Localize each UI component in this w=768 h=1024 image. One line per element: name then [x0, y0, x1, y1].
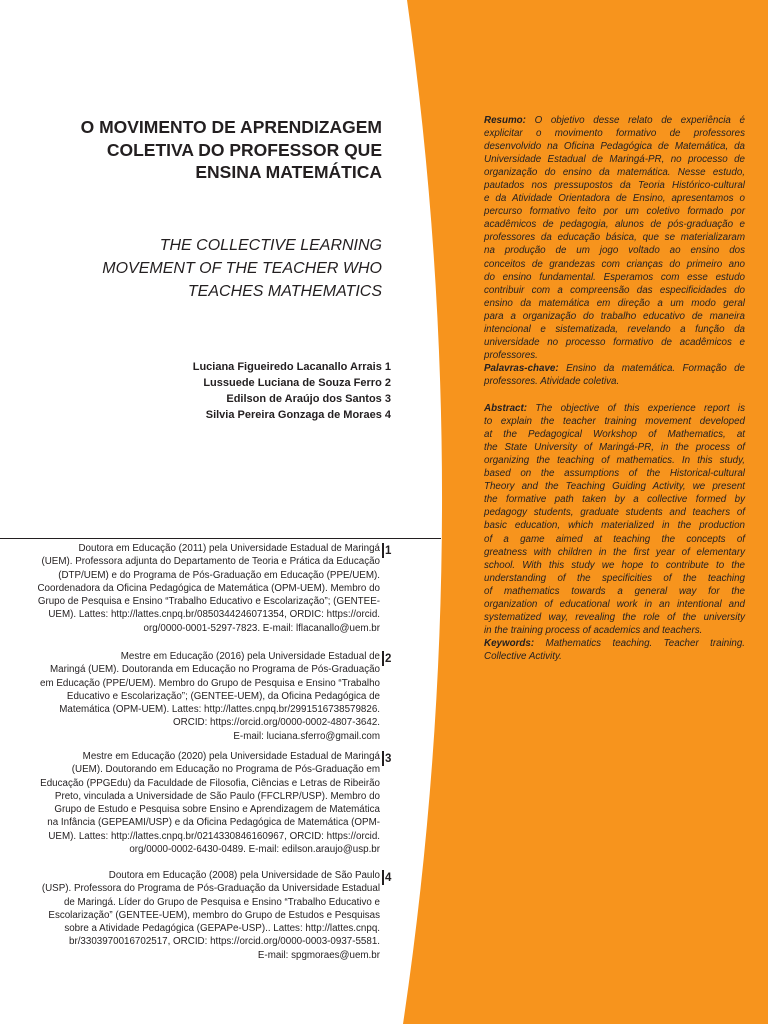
keywords-text: Collective Activity.	[484, 651, 562, 663]
author-list	[51, 359, 391, 423]
author-line	[51, 391, 391, 407]
resumo-text: ensino da matemática em direção a um modo geral	[484, 297, 745, 309]
abstract-line	[484, 454, 745, 467]
resumo-text: percurso formativo feito por um coletivo formado por	[484, 206, 745, 218]
author-note-number: 3	[384, 393, 391, 405]
footnote-text: Mestre em Educação (2020) pela Universidade Estadual de Maringá (UEM). Doutorando em Educação no Programa de Pós-Graduação em Educação (PPGEdu) da Faculdade de Filosofia, Ciências e Letras de Ribeirão Preto, vinculada a Universidade de São Paulo (FFCLRP/USP). Membro do Grupo de Estudo e Pesquisa sobre Ensino e Aprendizagem de Matemática na Infância (GEPEAMI/USP) e da Oficina Pedagógica de Matemática (OPM- UEM). Lattes: http://lattes.cnpq.br/0214330846160967, ORCID: https://orcid. org/0000-0002-6430-0489. E-mail: edilson.araujo@usp.br	[40, 751, 380, 856]
footnote-text: Doutora em Educação (2008) pela Universidade de São Paulo (USP). Professora do Programa de Pós-Graduação da Universidade Estadual de Maringá. Líder do Grupo de Pesquisa e Ensino “Trabalho Educativo e Escolarização” (GENTEE-UEM), membro do Grupo de Estudos e Pesquisas sobre a Atividade Pedagógica (GEPAPe-USP).. Lattes: http://lattes.cnpq. br/3303970016702517, ORCID: https://orcid.org/0000-0003-0937-5581. E-mail: spgmoraes@uem.br	[41, 870, 380, 961]
author-name: Silvia Pereira Gonzaga de Moraes	[205, 409, 382, 421]
abstract-text: based on the assumptions of the Historical-cultural	[484, 468, 745, 480]
resumo-section	[484, 114, 745, 363]
footnote-author-3	[0, 750, 400, 860]
resumo-text: conceitos de grandezas com crianças do primeiro ano	[484, 258, 745, 270]
resumo-line	[484, 323, 745, 336]
abstract-text: of a game aimed at teaching the concepts of	[484, 533, 745, 545]
keywords-label: Keywords:	[484, 638, 535, 650]
section-gap	[484, 388, 745, 401]
abstract-line	[484, 428, 745, 441]
palavras-chave-text: Ensino da matemática. Formação de	[566, 363, 745, 375]
keywords-line	[484, 637, 745, 650]
palavras-chave-line	[484, 375, 745, 388]
resumo-text: Universidade Estadual de Maringá-PR, no processo de	[484, 153, 745, 165]
resumo-text: professores.	[484, 350, 538, 362]
palavras-chave-text: professores. Atividade coletiva.	[484, 376, 620, 388]
keywords-section	[484, 637, 745, 663]
resumo-line	[484, 231, 745, 244]
footnote-number: 4	[385, 872, 392, 884]
footnote-marker	[382, 751, 396, 767]
resumo-text: pautados nos pressupostos da Teoria Histórico-cultural	[484, 179, 745, 191]
abstract-label: Abstract:	[484, 402, 528, 414]
footnote-number: 2	[385, 653, 392, 665]
article-title-portuguese: O MOVIMENTO DE APRENDIZAGEM COLETIVA DO PROFESSOR QUE ENSINA MATEMÁTICA	[80, 117, 382, 182]
resumo-line	[484, 349, 745, 362]
abstract-line	[484, 480, 745, 493]
footnote-text: Mestre em Educação (2016) pela Universidade Estadual de Maringá (UEM). Doutoranda em Educação no Programa de Pós-Graduação em Educação (PPE/UEM). Membro do Grupo de Pesquisa e Ensino “Trabalho Educativo e Escolarização”; (GENTEE-UEM), da Oficina Pedagógica de Matemática (OPM-UEM). Lattes: http://lattes.cnpq.br/2991516738579826. ORCID: https://orcid.org/0000-0002-4807-3642. E-mail: luciana.sferro@gmail.com	[40, 651, 380, 742]
palavras-chave-label: Palavras-chave:	[484, 363, 559, 375]
resumo-text: para a organização do trabalho educativo de maneira	[484, 310, 745, 322]
author-note-number: 4	[384, 409, 391, 421]
abstract-line	[484, 624, 745, 637]
author-name: Lussuede Luciana de Souza Ferro	[203, 377, 382, 389]
abstract-text: of mathematics towards a general way for the	[484, 585, 745, 597]
resumo-line	[484, 205, 745, 218]
resumo-text: do ensino fundamental. Esperamos com esse estudo	[484, 271, 745, 283]
author-line	[51, 375, 391, 391]
resumo-line	[484, 218, 745, 231]
resumo-text: explicitar o movimento formativo de professores	[484, 127, 745, 139]
abstract-text: Theory and the Teaching Guiding Activity, we present	[484, 481, 745, 493]
article-title-english: THE COLLECTIVE LEARNING MOVEMENT OF THE TEACHER WHO TEACHES MATHEMATICS	[102, 236, 382, 300]
resumo-text: desenvolvido na Oficina Pedagógica de Matemática, da	[484, 140, 745, 152]
abstract-section	[484, 402, 745, 638]
resumo-line	[484, 310, 745, 323]
abstract-line	[484, 546, 745, 559]
resumo-line	[484, 140, 745, 153]
abstract-line	[484, 559, 745, 572]
footnote-author-4	[0, 869, 400, 979]
footnote-number: 3	[385, 753, 392, 765]
abstract-line	[484, 533, 745, 546]
footnote-marker	[382, 651, 396, 667]
abstract-text: systematized way, revealing the role of the university	[484, 612, 745, 624]
author-line	[51, 407, 391, 423]
abstract-text: pedagogy students, graduate students and teachers of	[484, 507, 745, 519]
resumo-text: professores da educação básica, que se materializaram	[484, 232, 745, 244]
resumo-line	[484, 153, 745, 166]
abstract-text: The objective of this experience report is	[535, 402, 746, 414]
resumo-line	[484, 192, 745, 205]
abstract-line	[484, 598, 745, 611]
keywords-line	[484, 650, 745, 663]
footnote-marker-bar	[382, 870, 384, 885]
palavras-chave-line	[484, 362, 745, 375]
resumo-text: O objetivo desse relato de experiência é	[534, 114, 745, 126]
author-name: Luciana Figueiredo Lacanallo Arrais	[192, 361, 382, 373]
footnote-author-1	[0, 542, 400, 652]
resumo-text: intencional e sistematizada, revelando a função da	[484, 324, 745, 335]
footnote-number: 1	[385, 545, 392, 557]
resumo-text: e da Atividade Orientadora de Ensino, apresentamos o	[484, 193, 745, 205]
abstract-text: the formative path taken by a collective formed by	[484, 494, 745, 506]
resumo-line	[484, 244, 745, 257]
resumo-label: Resumo:	[484, 114, 526, 126]
footnote-marker	[382, 543, 396, 559]
author-name: Edilson de Araújo dos Santos	[226, 393, 382, 405]
resumo-line	[484, 127, 745, 140]
abstract-text: greatness with children in the first year of elementary	[484, 546, 745, 558]
abstract-line	[484, 585, 745, 598]
resumo-line	[484, 166, 745, 179]
resumo-text: universidade no processo formativo de acadêmicos e	[484, 337, 745, 349]
abstract-line	[484, 493, 745, 506]
palavras-chave-section	[484, 362, 745, 388]
author-line	[51, 359, 391, 375]
abstract-line	[484, 467, 745, 480]
resumo-line	[484, 297, 745, 310]
resumo-text: contribuir com a compreensão das especificidades do	[484, 284, 745, 296]
keywords-text: Mathematics teaching. Teacher training.	[545, 638, 745, 650]
abstract-text: school. With this study we hope to contribute to the	[484, 559, 745, 571]
abstract-text: basic education, which materialized in the production	[484, 520, 745, 532]
abstract-column	[484, 114, 745, 664]
abstract-text: in the training process of academics and teachers.	[484, 625, 703, 637]
footnote-marker	[382, 870, 396, 886]
abstract-line	[484, 506, 745, 519]
author-note-number: 1	[384, 361, 391, 373]
resumo-line	[484, 284, 745, 297]
resumo-text: na produção de um jogo voltado ao ensino dos	[484, 245, 745, 257]
footnote-separator-line	[0, 538, 441, 539]
abstract-line	[484, 441, 745, 454]
author-note-number: 2	[384, 377, 391, 389]
resumo-line	[484, 114, 745, 127]
abstract-text: the State University of Maringá-PR, in the process of	[484, 441, 745, 453]
abstract-text: at the Pedagogical Workshop of Mathematics, at	[484, 428, 745, 440]
abstract-text: organization of educational work in an intentional and	[484, 598, 745, 610]
abstract-line	[484, 611, 745, 624]
resumo-line	[484, 179, 745, 192]
abstract-text: understanding of the specificities of the teaching	[484, 572, 745, 584]
resumo-line	[484, 258, 745, 271]
resumo-line	[484, 271, 745, 284]
footnote-marker-bar	[382, 651, 384, 666]
resumo-line	[484, 336, 745, 349]
abstract-text: to explain the teacher training movement developed	[484, 415, 745, 427]
footnote-marker-bar	[382, 543, 384, 558]
resumo-text: organização do ensino da matemática. Nesse estudo,	[484, 166, 745, 178]
footnote-text: Doutora em Educação (2011) pela Universidade Estadual de Maringá (UEM). Professora adjunta do Departamento de Teoria e Prática da Educação (DTP/UEM) e do Programa de Pós-Graduação em Educação (PPE/UEM). Coordenadora da Oficina Pedagógica de Matemática (OPM-UEM). Membro do Grupo de Pesquisa e Ensino “Trabalho Educativo e Escolarização”; (GENTEE- UEM). Lattes: http://lattes.cnpq.br/0850344246071354, ORDIC: https://orcid. org/0000-0001-5297-7823. E-mail: lflacanallo@uem.br	[37, 543, 380, 634]
abstract-line	[484, 572, 745, 585]
footnote-author-2	[0, 650, 400, 760]
abstract-line	[484, 402, 745, 415]
abstract-line	[484, 519, 745, 532]
abstract-text: organizing the teaching of mathematics. In this study,	[484, 454, 745, 466]
footnote-marker-bar	[382, 751, 384, 766]
resumo-text: acadêmicos de pedagogia, alunos de pós-graduação e	[484, 219, 745, 231]
abstract-line	[484, 415, 745, 428]
